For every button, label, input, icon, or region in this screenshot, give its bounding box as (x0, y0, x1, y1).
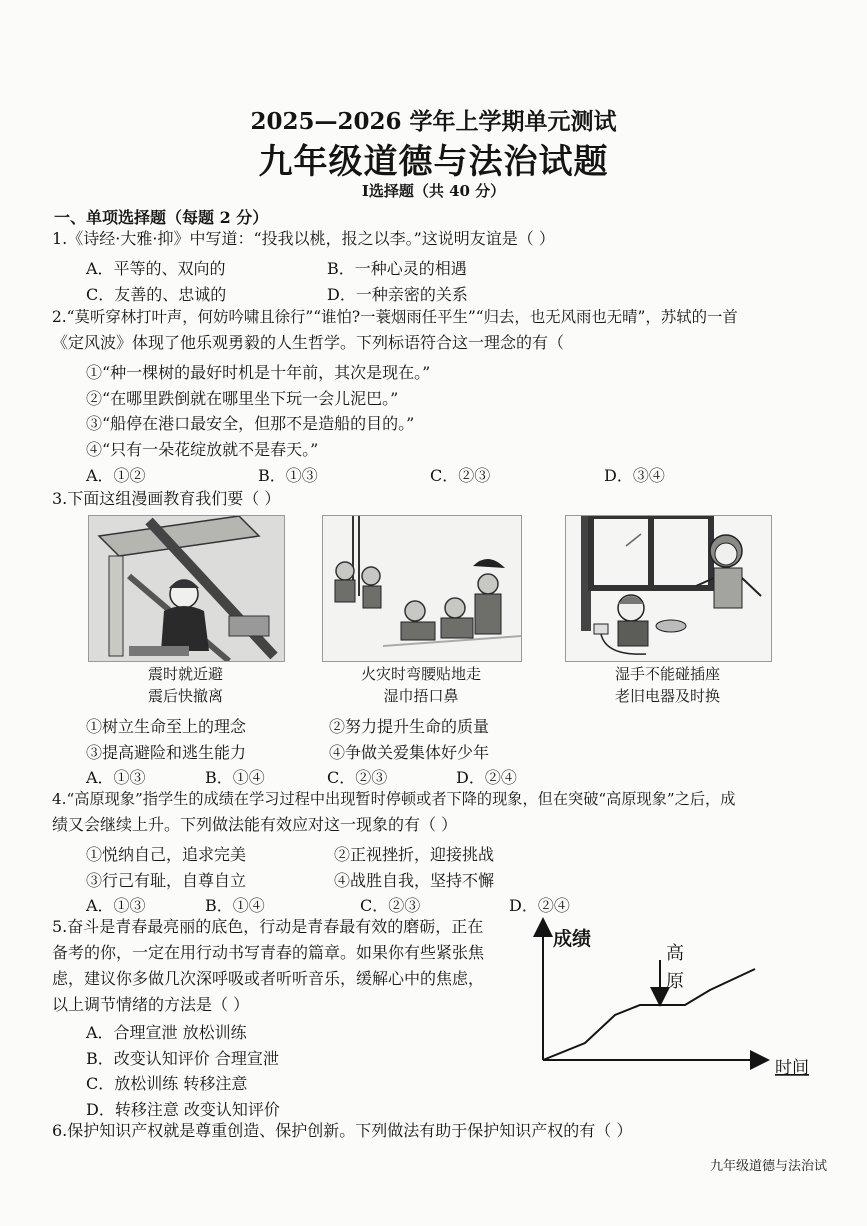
exam-term-title: 2025—2026 学年上学期单元测试 (250, 108, 617, 135)
q3-item-2: ②努力提升生命的质量 (329, 717, 490, 736)
caption-earthquake-line2: 震后快撤离 (147, 687, 223, 705)
part-title: I选择题（共 40 分） (361, 182, 506, 200)
q5-stem-line3: 虑，建议你多做几次深呼吸或者听听音乐，缓解心中的焦虑， (52, 969, 485, 988)
section-heading: 一、单项选择题（每题 2 分） (54, 208, 269, 227)
q1-option-a: A．平等的、双向的 (86, 259, 226, 278)
q1-option-d: D．一种亲密的关系 (327, 285, 468, 304)
q1-stem: 1.《诗经·大雅·抑》中写道：“投我以桃，报之以李。”这说明友谊是（ ） (52, 229, 555, 248)
q4-option-a: A．①③ (86, 896, 146, 915)
q3-option-c: C．②③ (327, 768, 388, 787)
q4-item-2: ②正视挫折，迎接挑战 (334, 845, 495, 864)
q2-option-a: A．①② (86, 466, 146, 485)
q2-stem-line1: 2.“莫听穿林打叶声，何妨吟啸且徐行”“谁怕?一蓑烟雨任平生”“归去，也无风雨也无晴”，苏轼的一首 (52, 308, 738, 326)
q2-option-b: B．①③ (258, 466, 318, 485)
q5-option-a: A．合理宣泄 放松训练 (86, 1023, 247, 1042)
caption-electric-line1: 湿手不能碰插座 (614, 665, 720, 683)
q3-item-1: ①树立生命至上的理念 (86, 717, 247, 736)
caption-fire-line2: 湿巾捂口鼻 (383, 687, 459, 705)
plateau-label-1: 高 (666, 943, 684, 964)
q5-stem-line1: 5.奋斗是青春最亮丽的底色，行动是青春最有效的磨砺，正在 (52, 917, 484, 936)
page-footer: 九年级道德与法治试 (709, 1159, 827, 1174)
q3-item-3: ③提高避险和逃生能力 (86, 743, 247, 762)
q4-option-b: B．①④ (205, 896, 265, 915)
q1-option-c: C．友善的、忠诚的 (86, 285, 227, 304)
cartoon-earthquake (88, 515, 285, 662)
chart-x-label: 时间 (775, 1058, 809, 1078)
q5-option-d: D．转移注意 改变认知评价 (86, 1100, 280, 1119)
caption-electric-line2: 老旧电器及时换 (614, 687, 720, 705)
cartoon-electric-safety (565, 515, 772, 662)
q3-stem: 3.下面这组漫画教育我们要（ ） (52, 489, 281, 508)
caption-earthquake-line1: 震时就近避 (147, 665, 223, 683)
q3-option-a: A．①③ (86, 768, 146, 787)
q2-item-2: ②“在哪里跌倒就在哪里坐下玩一会儿泥巴。” (86, 389, 399, 408)
q3-option-b: B．①④ (205, 768, 265, 787)
q2-item-3: ③“船停在港口最安全，但那不是造船的目的。” (86, 414, 415, 433)
q2-stem-line2: 《定风波》体现了他乐观勇毅的人生哲学。下列标语符合这一理念的有（ (52, 333, 565, 352)
plateau-curve-diagram (520, 915, 830, 1085)
q4-item-1: ①悦纳自己，追求完美 (86, 845, 247, 864)
q5-stem-line2: 备考的你，一定在用行动书写青春的篇章。如果你有些紧张焦 (52, 943, 485, 962)
q4-option-d: D．②④ (509, 896, 570, 915)
q3-option-d: D．②④ (456, 768, 517, 787)
electric-safety-illustration (566, 516, 771, 661)
q5-option-c: C．放松训练 转移注意 (86, 1074, 248, 1093)
q3-item-4: ④争做关爱集体好少年 (329, 743, 490, 762)
q1-option-b: B．一种心灵的相遇 (327, 259, 467, 278)
q2-item-1: ①“种一棵树的最好时机是十年前，其次是现在。” (86, 363, 431, 382)
q6-stem: 6.保护知识产权就是尊重创造、保护创新。下列做法有助于保护知识产权的有（ ） (52, 1121, 633, 1140)
chart-y-label: 成绩 (553, 928, 592, 950)
q2-option-c: C．②③ (430, 466, 491, 485)
q5-option-b: B．改变认知评价 合理宣泄 (86, 1049, 279, 1068)
q2-option-d: D．③④ (604, 466, 665, 485)
q5-stem-line4: 以上调节情绪的方法是（ ） (52, 995, 250, 1014)
score-curve (543, 969, 755, 1060)
plateau-label-2: 原 (666, 971, 684, 992)
exam-title: 九年级道德与法治试题 (258, 142, 609, 182)
caption-fire-line1: 火灾时弯腰贴地走 (360, 665, 481, 683)
q4-item-3: ③行己有耻，自尊自立 (86, 871, 247, 890)
q4-option-c: C．②③ (360, 896, 421, 915)
q4-item-4: ④战胜自我，坚持不懈 (334, 871, 495, 890)
q4-stem-line2: 绩又会继续上升。下列做法能有效应对这一现象的有（ ） (52, 815, 458, 834)
earthquake-illustration (89, 516, 284, 661)
q4-stem-line1: 4.“高原现象”指学生的成绩在学习过程中出现暂时停顿或者下降的现象，但在突破“高原现象”之后，成 (52, 790, 736, 808)
cartoon-fire-escape (322, 515, 522, 662)
q2-item-4: ④“只有一朵花绽放就不是春天。” (86, 440, 319, 459)
fire-escape-illustration (323, 516, 521, 661)
